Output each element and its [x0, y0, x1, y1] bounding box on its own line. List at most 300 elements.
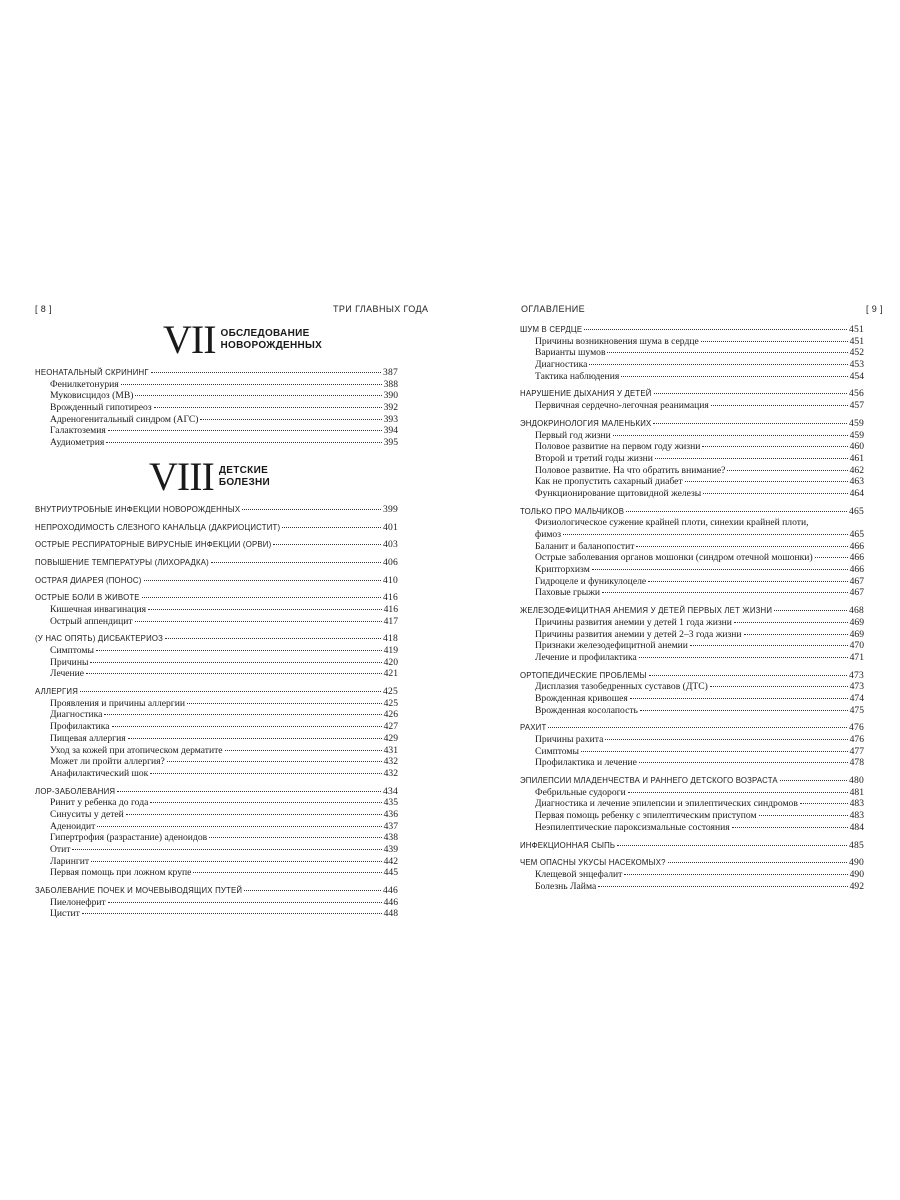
toc-entry-title: ШУМ В СЕРДЦЕ: [520, 325, 583, 334]
toc-section-heading[interactable]: [35, 592, 398, 604]
toc-entry-title: ПОВЫШЕНИЕ ТЕМПЕРАТУРЫ (ЛИХОРАДКА): [35, 557, 209, 567]
toc-section-heading[interactable]: [520, 670, 864, 682]
toc-subentry[interactable]: [520, 640, 864, 652]
toc-entry-page: 476: [849, 722, 864, 734]
toc-entry-page: 465: [849, 505, 864, 517]
toc-section: [35, 367, 398, 449]
toc-subentry[interactable]: [35, 844, 398, 856]
toc-entry-title: Аденоидит: [50, 820, 96, 832]
leader-dots: [581, 751, 848, 752]
toc-entry-title: ТОЛЬКО ПРО МАЛЬЧИКОВ: [520, 506, 625, 516]
toc-entry-page: 399: [383, 503, 398, 515]
toc-subentry[interactable]: [35, 856, 398, 868]
toc-subentry[interactable]: [35, 721, 398, 733]
toc-subentry[interactable]: [520, 693, 864, 705]
leader-dots: [602, 592, 848, 593]
toc-entry-title: Кишечная инвагинация: [50, 603, 147, 615]
leader-dots: [759, 815, 848, 816]
toc-subentry[interactable]: [35, 797, 398, 809]
toc-subentry[interactable]: [35, 616, 398, 628]
toc-entry-page: 432: [383, 756, 398, 768]
leader-dots: [151, 372, 381, 373]
toc-entry-page: 477: [849, 745, 864, 757]
leader-dots: [617, 845, 847, 846]
leader-dots: [225, 750, 382, 751]
leader-dots: [193, 872, 381, 873]
toc-subentry[interactable]: [35, 390, 398, 402]
toc-entry-title: Проявления и причины аллергии: [50, 697, 185, 709]
toc-subentry[interactable]: [35, 645, 398, 657]
toc-entry-page: 425: [383, 697, 398, 709]
leader-dots: [244, 890, 381, 891]
leader-dots: [72, 849, 381, 850]
toc-entry-page: 416: [383, 592, 398, 604]
toc-entry-page: 466: [849, 564, 864, 576]
leader-dots: [97, 826, 381, 827]
toc-subentry[interactable]: [520, 746, 864, 758]
toc-subentry[interactable]: [35, 867, 398, 879]
toc-section-heading[interactable]: [35, 504, 398, 516]
leader-dots: [626, 511, 847, 512]
toc-entry-page: 457: [849, 400, 864, 412]
toc-subentry[interactable]: [520, 617, 864, 629]
leader-dots: [639, 762, 848, 763]
chapter-title-line: НОВОРОЖДЕННЫХ: [220, 340, 323, 351]
toc-entry-page: 475: [849, 704, 864, 716]
leader-dots: [86, 673, 382, 674]
toc-subentry[interactable]: [520, 787, 864, 799]
leader-dots: [630, 698, 848, 699]
toc-subentry[interactable]: [520, 441, 864, 453]
toc-entry-page: 446: [383, 896, 398, 908]
left-page-number: [ 8 ]: [35, 304, 53, 314]
left-running-title: ТРИ ГЛАВНЫХ ГОДА: [333, 304, 429, 314]
toc-subentry[interactable]: [35, 897, 398, 909]
toc-entry-page: 434: [383, 785, 398, 797]
chapter-title: [221, 328, 323, 352]
toc-entry-page: 436: [383, 808, 398, 820]
chapter-heading: [149, 453, 398, 499]
leader-dots: [144, 580, 381, 581]
toc-entry-title: ЭНДОКРИНОЛОГИЯ МАЛЕНЬКИХ: [520, 418, 652, 428]
toc-entry-page: 410: [383, 574, 398, 586]
leader-dots: [82, 913, 382, 914]
toc-subentry[interactable]: [520, 453, 864, 465]
toc-entry-title: Фенилкетонурия: [50, 378, 119, 390]
leader-dots: [589, 364, 847, 365]
toc-section: [35, 557, 398, 569]
leader-dots: [200, 419, 381, 420]
toc-entry-page: 466: [849, 540, 864, 552]
chapter-block: [35, 317, 398, 449]
leader-dots: [727, 470, 847, 471]
toc-entry-page: 474: [849, 692, 864, 704]
leader-dots: [142, 597, 381, 598]
toc-section-heading[interactable]: [520, 840, 864, 852]
leader-dots: [209, 837, 381, 838]
leader-dots: [605, 739, 847, 740]
toc-entry-page: 466: [849, 552, 864, 564]
leader-dots: [148, 609, 382, 610]
leader-dots: [584, 329, 847, 330]
leader-dots: [165, 638, 381, 639]
toc-entry-title: Врожденная кривошея: [535, 692, 628, 704]
toc-entry-page: 435: [383, 797, 398, 809]
toc-entry-page: 471: [849, 651, 864, 663]
chapter-title-line: БОЛЕЗНИ: [218, 476, 271, 488]
toc-subentry[interactable]: [35, 402, 398, 414]
toc-subentry[interactable]: [520, 869, 864, 881]
toc-entry-title: Уход за кожей при атопическом дерматите: [50, 744, 223, 756]
toc-entry-page: 473: [849, 681, 864, 693]
toc-section-heading[interactable]: [35, 575, 398, 587]
leader-dots: [655, 458, 848, 459]
leader-dots: [744, 634, 848, 635]
toc-entry-page: 432: [383, 767, 398, 779]
toc-entry-page: 394: [383, 425, 398, 437]
toc-entry-page: 467: [849, 587, 864, 599]
toc-entry-title: ОРТОПЕДИЧЕСКИЕ ПРОБЛЕМЫ: [520, 670, 647, 680]
leader-dots: [273, 544, 381, 545]
toc-subentry[interactable]: [520, 587, 864, 599]
leader-dots: [800, 803, 848, 804]
toc-entry-page: 460: [849, 441, 864, 453]
leader-dots: [548, 727, 847, 728]
toc-entry-title: Тактика наблюдения: [535, 370, 620, 382]
toc-section: [35, 522, 398, 534]
leader-dots: [167, 761, 382, 762]
toc-subentry[interactable]: [35, 668, 398, 680]
toc-subentry[interactable]: [35, 745, 398, 757]
toc-entry-page: 492: [849, 880, 864, 892]
toc-entry-page: 401: [383, 521, 398, 533]
toc-entry-title: ВНУТРИУТРОБНЫЕ ИНФЕКЦИИ НОВОРОЖДЕННЫХ: [35, 504, 241, 514]
toc-entry-page: 456: [849, 388, 864, 400]
toc-entry-title: Профилактика: [50, 721, 110, 733]
toc-section-heading[interactable]: [35, 557, 398, 569]
toc-subentry[interactable]: [520, 488, 864, 500]
toc-subentry[interactable]: [520, 400, 864, 412]
toc-subentry[interactable]: [520, 881, 864, 893]
leader-dots: [598, 886, 847, 887]
leader-dots: [242, 509, 381, 510]
toc-entry-title: Признаки железодефицитной анемии: [535, 640, 688, 652]
chapter-title-line: ДЕТСКИЕ: [218, 464, 269, 476]
toc-entry-title: Адреногенитальный синдром (АГС): [50, 413, 199, 425]
leader-dots: [135, 621, 382, 622]
leader-dots: [639, 657, 848, 658]
toc-entry-title: Болезнь Лайма: [535, 880, 597, 892]
toc-section-heading[interactable]: [520, 775, 864, 787]
toc-entry-title: Неэпилептические пароксизмальные состояния: [535, 821, 730, 833]
right-page-toc: [520, 324, 864, 898]
toc-section-heading[interactable]: [520, 506, 864, 518]
toc-subentry[interactable]: [520, 576, 864, 588]
toc-entry-page: 476: [849, 734, 864, 745]
toc-subentry[interactable]: [35, 604, 398, 616]
toc-subentry[interactable]: [520, 336, 864, 348]
toc-subentry[interactable]: [35, 756, 398, 768]
toc-section-heading[interactable]: [520, 388, 864, 400]
toc-entry-title: Острые заболевания органов мошонки (синдром отечной мошонки): [535, 552, 813, 564]
toc-subentry[interactable]: [520, 347, 864, 359]
leader-dots: [128, 738, 382, 739]
toc-entry-title: Причины возникновения шума в сердце: [535, 335, 699, 347]
toc-entry-page: 454: [849, 370, 864, 382]
leader-dots: [654, 393, 847, 394]
chapter-title-line: ОБСЛЕДОВАНИЕ: [220, 328, 310, 339]
toc-entry-page: 464: [849, 487, 864, 499]
toc-subentry[interactable]: [35, 908, 398, 920]
toc-section: [35, 504, 398, 516]
chapter-number: VII: [163, 317, 216, 362]
toc-entry-page: 461: [849, 452, 864, 464]
toc-entry-title: Галактоземия: [50, 425, 106, 437]
right-page-number: [ 9 ]: [866, 304, 884, 314]
toc-subentry[interactable]: [520, 734, 864, 746]
toc-section-heading[interactable]: [520, 605, 864, 617]
toc-section-heading[interactable]: [35, 522, 398, 534]
toc-entry-page: 490: [849, 868, 864, 880]
toc-entry-title: (У НАС ОПЯТЬ) ДИСБАКТЕРИОЗ: [35, 634, 164, 644]
toc-entry-page: 469: [849, 628, 864, 640]
leader-dots: [640, 710, 848, 711]
toc-entry-title: Причины рахита: [535, 734, 604, 745]
leader-dots: [732, 827, 848, 828]
toc-subentry[interactable]: [520, 517, 864, 529]
toc-entry-page: 388: [383, 378, 398, 390]
leader-dots: [108, 902, 382, 903]
toc-entry-page: 416: [383, 603, 398, 615]
leader-dots: [711, 405, 848, 406]
toc-subentry[interactable]: [520, 552, 864, 564]
toc-entry-title: ЛОР-ЗАБОЛЕВАНИЯ: [35, 786, 116, 796]
toc-entry-title: Фебрильные судороги: [535, 786, 626, 798]
toc-entry-page: 437: [383, 820, 398, 832]
toc-subentry[interactable]: [520, 476, 864, 488]
toc-entry-page: 473: [849, 669, 864, 681]
toc-entry-page: 480: [849, 775, 864, 787]
toc-entry-title: АЛЛЕРГИЯ: [35, 687, 79, 697]
toc-section: [520, 722, 864, 769]
toc-subentry[interactable]: [520, 629, 864, 641]
toc-entry-title: Врожденный гипотиреоз: [50, 402, 152, 414]
leader-dots: [563, 534, 848, 535]
toc-entry-title: Паховые грыжи: [535, 587, 600, 599]
leader-dots: [607, 352, 847, 353]
toc-subentry[interactable]: [35, 768, 398, 780]
toc-entry-title: Половое развитие. На что обратить внимание?: [535, 464, 726, 476]
toc-entry-title: Гипертрофия (разрастание) аденоидов: [50, 832, 208, 844]
toc-entry-page: 481: [849, 786, 864, 798]
toc-entry-page: 459: [849, 429, 864, 441]
toc-entry-page: 478: [849, 757, 864, 769]
toc-entry-page: 395: [383, 437, 398, 449]
chapter-title: [219, 465, 270, 489]
toc-subentry[interactable]: [520, 810, 864, 822]
toc-entry-page: 467: [849, 575, 864, 587]
toc-subentry[interactable]: [35, 709, 398, 721]
toc-entry-title: Гидроцеле и фуникулоцеле: [535, 575, 647, 587]
toc-entry-title: Синуситы у детей: [50, 808, 124, 820]
toc-entry-page: 425: [383, 686, 398, 698]
toc-subentry[interactable]: [520, 798, 864, 810]
toc-entry-title: Диагностика и лечение эпилепсии и эпилептических синдромов: [535, 798, 798, 810]
toc-subentry[interactable]: [520, 652, 864, 664]
toc-section-heading[interactable]: [35, 786, 398, 798]
toc-subentry[interactable]: [520, 430, 864, 442]
toc-subentry[interactable]: [35, 832, 398, 844]
leader-dots: [780, 780, 847, 781]
toc-subentry[interactable]: [520, 465, 864, 477]
toc-entry-page: 468: [849, 605, 864, 617]
toc-section: [35, 592, 398, 627]
toc-section: [520, 506, 864, 600]
toc-section: [520, 324, 864, 382]
toc-subentry[interactable]: [35, 821, 398, 833]
toc-entry-page: 426: [383, 709, 398, 721]
toc-subentry[interactable]: [35, 657, 398, 669]
toc-section: [35, 885, 398, 920]
toc-entry-page: 431: [383, 744, 398, 756]
toc-entry-page: 462: [849, 464, 864, 476]
toc-entry-title: Физиологическое сужение крайней плоти, синехии крайней плоти,: [535, 517, 809, 529]
toc-subentry[interactable]: [35, 733, 398, 745]
toc-entry-page: 463: [849, 476, 864, 488]
toc-entry-title: Функционирование щитовидной железы: [535, 487, 702, 499]
toc-entry-title: НЕПРОХОДИМОСТЬ СЛЕЗНОГО КАНАЛЬЦА (ДАКРИОЦИСТИТ): [35, 522, 281, 532]
toc-subentry[interactable]: [35, 437, 398, 449]
toc-subentry[interactable]: [35, 809, 398, 821]
leader-dots: [126, 814, 382, 815]
right-running-title: ОГЛАВЛЕНИЕ: [521, 304, 586, 314]
toc-entry-page: 421: [383, 668, 398, 680]
toc-section-heading[interactable]: [35, 885, 398, 897]
left-page-toc: [35, 317, 398, 926]
toc-entry-title: РАХИТ: [520, 723, 547, 733]
toc-entry-title: НАРУШЕНИЕ ДЫХАНИЯ У ДЕТЕЙ: [520, 389, 652, 399]
toc-entry-title: ИНФЕКЦИОННАЯ СЫПЬ: [520, 840, 616, 850]
leader-dots: [734, 622, 848, 623]
toc-entry-title: Цистит: [50, 908, 80, 920]
toc-subentry[interactable]: [35, 425, 398, 437]
toc-subentry[interactable]: [35, 414, 398, 426]
leader-dots: [710, 686, 848, 687]
toc-entry-title: Отит: [50, 844, 71, 855]
leader-dots: [690, 645, 848, 646]
toc-subentry[interactable]: [520, 359, 864, 371]
toc-section-heading[interactable]: [520, 857, 864, 869]
toc-entry-page: 483: [849, 798, 864, 810]
toc-entry-title: Анафилактический шок: [50, 767, 149, 779]
toc-entry-title: ОСТРАЯ ДИАРЕЯ (ПОНОС): [35, 575, 142, 585]
leader-dots: [628, 792, 848, 793]
toc-entry-title: Диагностика: [535, 359, 588, 371]
toc-section: [35, 686, 398, 780]
toc-section: [35, 633, 398, 680]
chapter-block: [35, 453, 398, 920]
toc-entry-title: Острый аппендицит: [50, 615, 133, 627]
toc-entry-title: ОСТРЫЕ БОЛИ В ЖИВОТЕ: [35, 593, 140, 603]
toc-entry-page: 483: [849, 810, 864, 822]
toc-subentry[interactable]: [520, 822, 864, 834]
toc-subentry[interactable]: [520, 371, 864, 383]
toc-section-heading[interactable]: [520, 418, 864, 430]
toc-entry-title: Пищевая аллергия: [50, 732, 126, 744]
toc-entry-title: Второй и третий годы жизни: [535, 452, 653, 464]
toc-entry-page: 420: [383, 656, 398, 668]
toc-entry-page: 485: [849, 839, 864, 851]
toc-entry-title: Муковисцидоз (МВ): [50, 390, 134, 402]
leader-dots: [211, 562, 381, 563]
toc-entry-title: Причины развития анемии у детей 2–3 года жизни: [535, 628, 742, 640]
toc-subentry[interactable]: [35, 698, 398, 710]
toc-section-heading[interactable]: [35, 633, 398, 645]
leader-dots: [613, 435, 848, 436]
toc-section: [520, 670, 864, 717]
toc-section: [520, 418, 864, 500]
toc-entry-page: 387: [383, 367, 398, 378]
leader-dots: [774, 610, 847, 611]
toc-section-heading[interactable]: [35, 367, 398, 379]
toc-entry-page: 452: [849, 347, 864, 359]
toc-subentry[interactable]: [520, 541, 864, 553]
toc-section: [520, 388, 864, 411]
toc-entry-page: 445: [383, 867, 398, 879]
toc-entry-page: 439: [383, 844, 398, 855]
leader-dots: [135, 395, 381, 396]
toc-section-heading[interactable]: [35, 686, 398, 698]
leader-dots: [108, 430, 382, 431]
toc-subentry[interactable]: [520, 757, 864, 769]
toc-entry-page: 490: [849, 857, 864, 869]
leader-dots: [636, 546, 847, 547]
leader-dots: [112, 726, 382, 727]
toc-entry-page: 442: [383, 855, 398, 867]
toc-entry-title: фимоз: [535, 529, 562, 540]
toc-subentry[interactable]: [520, 705, 864, 717]
toc-subentry[interactable]: [520, 681, 864, 693]
toc-entry-page: 392: [383, 402, 398, 414]
toc-subentry-continued[interactable]: [520, 529, 864, 541]
toc-entry-title: Врожденная косолапость: [535, 704, 638, 716]
toc-section: [520, 857, 864, 892]
leader-dots: [104, 714, 381, 715]
toc-entry-title: НЕОНАТАЛЬНЫЙ СКРИНИНГ: [35, 368, 149, 377]
toc-section-heading[interactable]: [35, 539, 398, 551]
toc-subentry[interactable]: [520, 564, 864, 576]
toc-entry-page: 427: [383, 721, 398, 733]
leader-dots: [685, 481, 848, 482]
toc-entry-page: 453: [849, 359, 864, 371]
leader-dots: [80, 691, 381, 692]
toc-entry-title: Варианты шумов: [535, 347, 606, 359]
toc-entry-page: 451: [849, 324, 864, 335]
leader-dots: [91, 861, 382, 862]
toc-subentry[interactable]: [35, 379, 398, 391]
toc-section-heading[interactable]: [520, 722, 864, 734]
leader-dots: [106, 442, 381, 443]
leader-dots: [154, 407, 382, 408]
toc-entry-title: ОСТРЫЕ РЕСПИРАТОРНЫЕ ВИРУСНЫЕ ИНФЕКЦИИ (ОРВИ): [35, 540, 272, 550]
leader-dots: [621, 376, 847, 377]
toc-entry-page: 484: [849, 821, 864, 833]
toc-entry-page: 470: [849, 640, 864, 652]
toc-section-heading[interactable]: [520, 324, 864, 336]
leader-dots: [150, 802, 381, 803]
toc-entry-title: Профилактика и лечение: [535, 757, 637, 769]
leader-dots: [282, 527, 381, 528]
